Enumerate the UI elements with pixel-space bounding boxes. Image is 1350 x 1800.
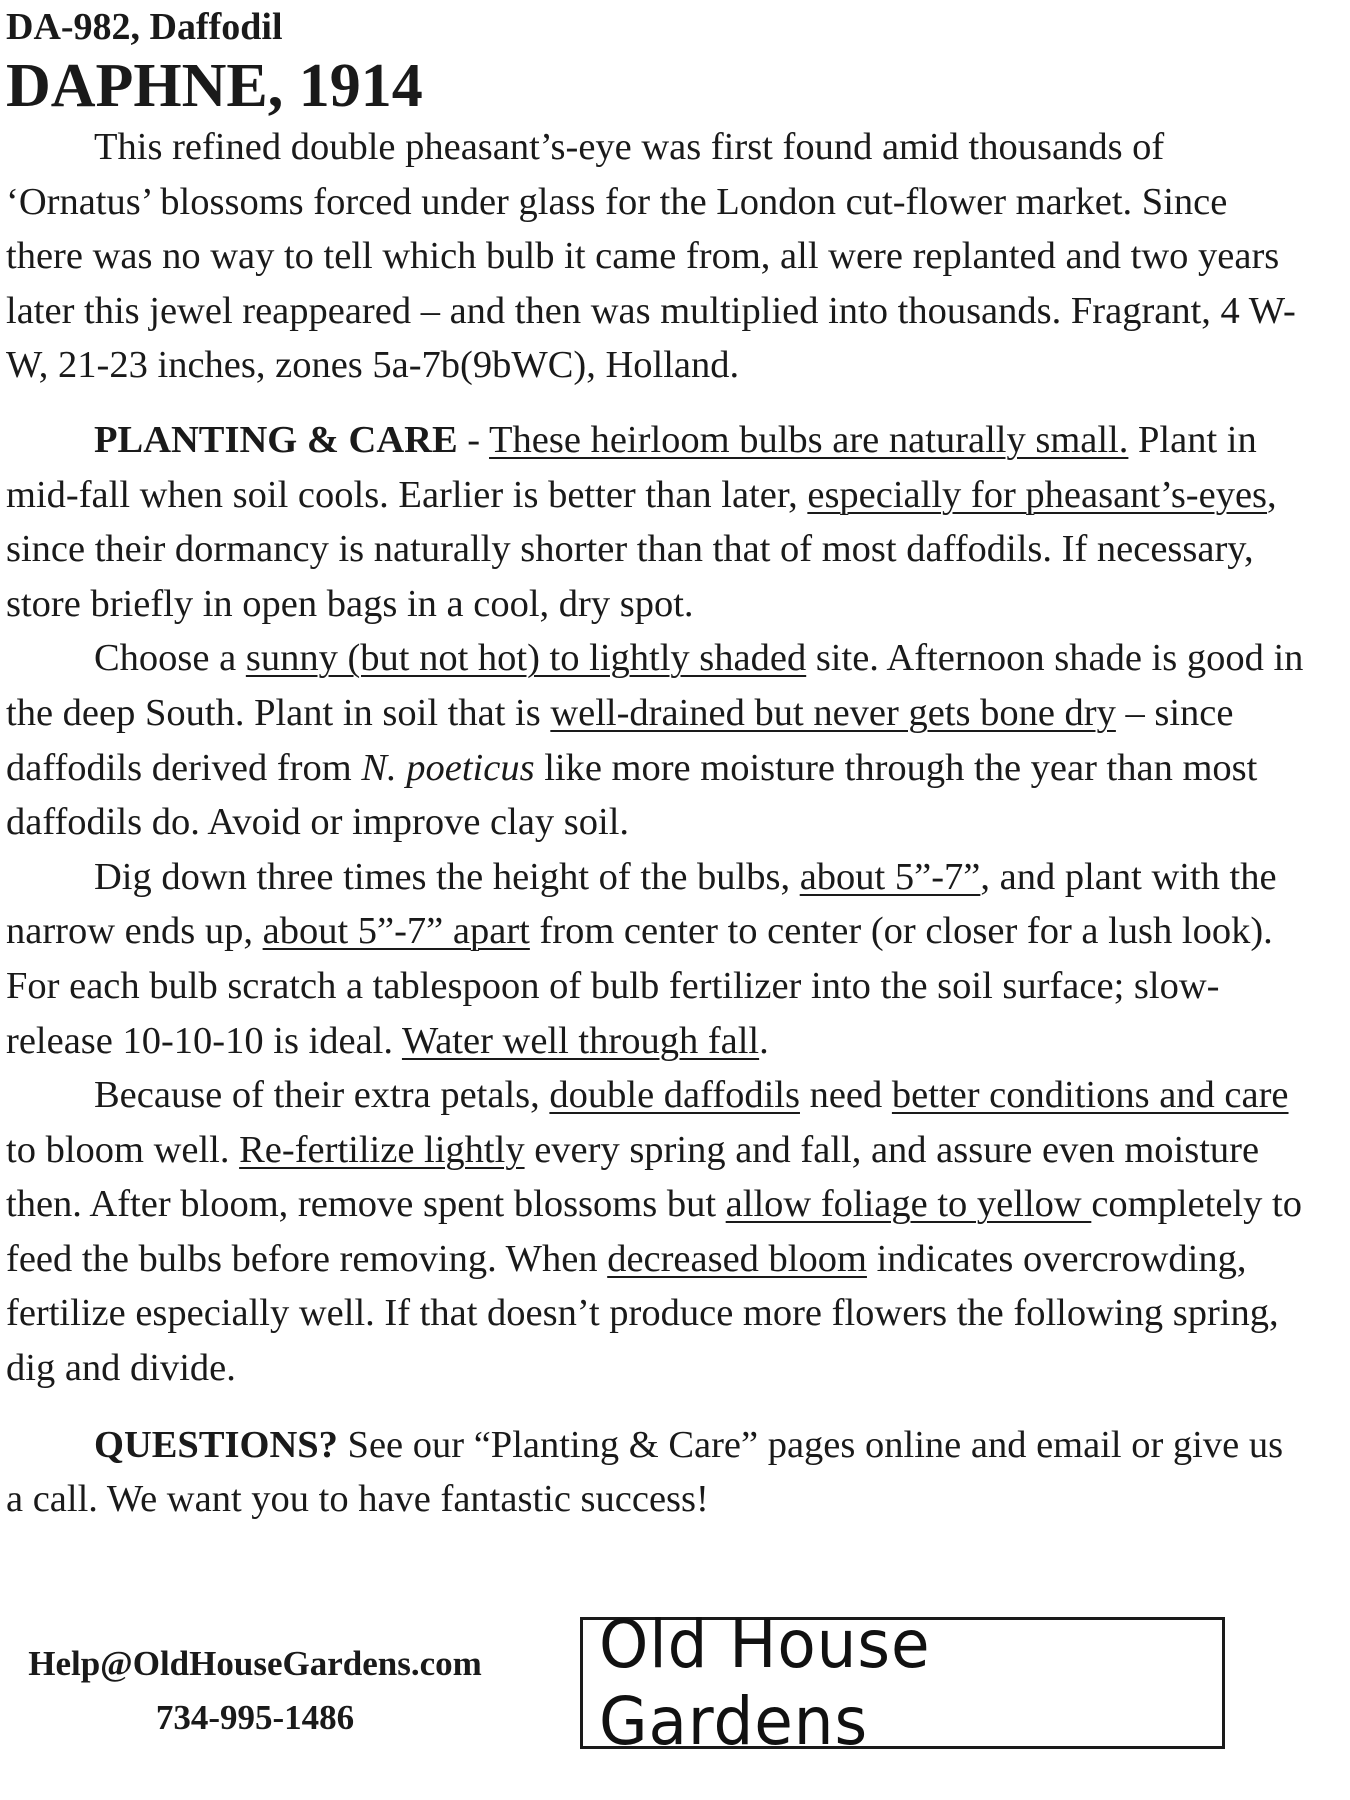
- double-text-4: every spring and fall, and assure even moisture then. After bloom, remove spent blossoms but: [6, 1128, 1260, 1226]
- double-text-5: completely to feed the bulbs before removing. When: [6, 1183, 1302, 1280]
- planting-separator: -: [457, 418, 490, 461]
- double-note-foliage: allow foliage to yellow: [725, 1183, 1092, 1226]
- contact-phone[interactable]: 734-995-1486: [155, 1698, 355, 1737]
- site-note-drainage: well-drained but never gets bone dry: [550, 691, 1116, 734]
- planting-paragraph: [6, 413, 1306, 631]
- double-text-3: to bloom well.: [6, 1128, 240, 1171]
- dig-text-1: Dig down three times the height of the bulbs,: [94, 855, 800, 898]
- planting-text-2: , since their dormancy is naturally shorter than that of most daffodils. If necessary, store briefly in open bags in a cool, dry spot.: [6, 473, 1277, 625]
- double-note-conditions: better conditions and care: [891, 1074, 1289, 1117]
- planting-text-1: Plant in mid-fall when soil cools. Earlier is better than later,: [6, 418, 1257, 516]
- planting-note-pheasants-eyes: especially for pheasant’s-eyes: [807, 473, 1268, 516]
- planting-heading: PLANTING & CARE: [94, 418, 458, 461]
- site-text-4: like more moisture through the year than most daffodils do. Avoid or improve clay soil.: [6, 746, 1258, 844]
- site-text-3: – since daffodils derived from: [6, 691, 1234, 789]
- questions-heading: QUESTIONS?: [94, 1423, 338, 1466]
- planting-note-small-bulbs: These heirloom bulbs are naturally small.: [489, 418, 1129, 461]
- dig-text-3: from center to center (or closer for a lush look). For each bulb scratch a tablespoon of bulb fertilizer into the soil surface; slow-release 10-10-10 is ideal.: [6, 910, 1273, 1062]
- site-text-1: Choose a: [94, 637, 246, 680]
- contact-block: [0, 1637, 510, 1745]
- double-note-decreased-bloom: decreased bloom: [607, 1237, 867, 1280]
- double-paragraph: [6, 1068, 1306, 1396]
- site-species-name: N. poeticus: [361, 746, 535, 789]
- company-logo: [580, 1606, 1225, 1760]
- intro-paragraph: This refined double pheasant’s-eye was first found amid thousands of ‘Ornatus’ blossoms forced under glass for the London cut-flower market. Since there was no way to tell which bulb it came from, all were replanted and two years later this jewel reappeared – and then was multiplied into thousands. Fragrant, 4 W-W, 21-23 inches, zones 5a-7b(9bWC), Holland.: [6, 126, 1296, 387]
- contact-email[interactable]: Help@OldHouseGardens.com: [28, 1644, 482, 1683]
- dig-text-2: , and plant with the narrow ends up,: [6, 855, 1277, 953]
- dig-note-water: Water well through fall: [401, 1019, 760, 1062]
- dig-paragraph: [6, 850, 1306, 1068]
- double-note-refertilize: Re-fertilize lightly: [239, 1128, 525, 1171]
- double-text-1: Because of their extra petals,: [94, 1074, 550, 1117]
- dig-note-depth: about 5”-7”: [799, 855, 981, 898]
- questions-text: See our “Planting & Care” pages online and email or give us a call. We want you to have fantastic success!: [6, 1423, 1284, 1521]
- double-text-6: indicates overcrowding, fertilize especially well. If that doesn’t produce more flowers the following spring, dig and divide.: [6, 1237, 1279, 1390]
- double-text-2: need: [799, 1074, 892, 1117]
- questions-paragraph: [6, 1418, 1306, 1527]
- dig-text-4: .: [759, 1019, 769, 1062]
- double-note-double-daffodils: double daffodils: [549, 1074, 800, 1117]
- site-text-2: site. Afternoon shade is good in the deep South. Plant in soil that is: [6, 637, 1304, 734]
- dig-note-spacing: about 5”-7” apart: [262, 910, 530, 953]
- site-paragraph: [6, 631, 1306, 849]
- variety-title: DAPHNE, 1914: [6, 52, 423, 120]
- company-logo-text: Old House Gardens: [598, 1606, 931, 1760]
- care-sheet: [6, 0, 1306, 1527]
- site-note-sun: sunny (but not hot) to lightly shaded: [245, 637, 807, 680]
- product-code: DA-982, Daffodil: [6, 6, 283, 48]
